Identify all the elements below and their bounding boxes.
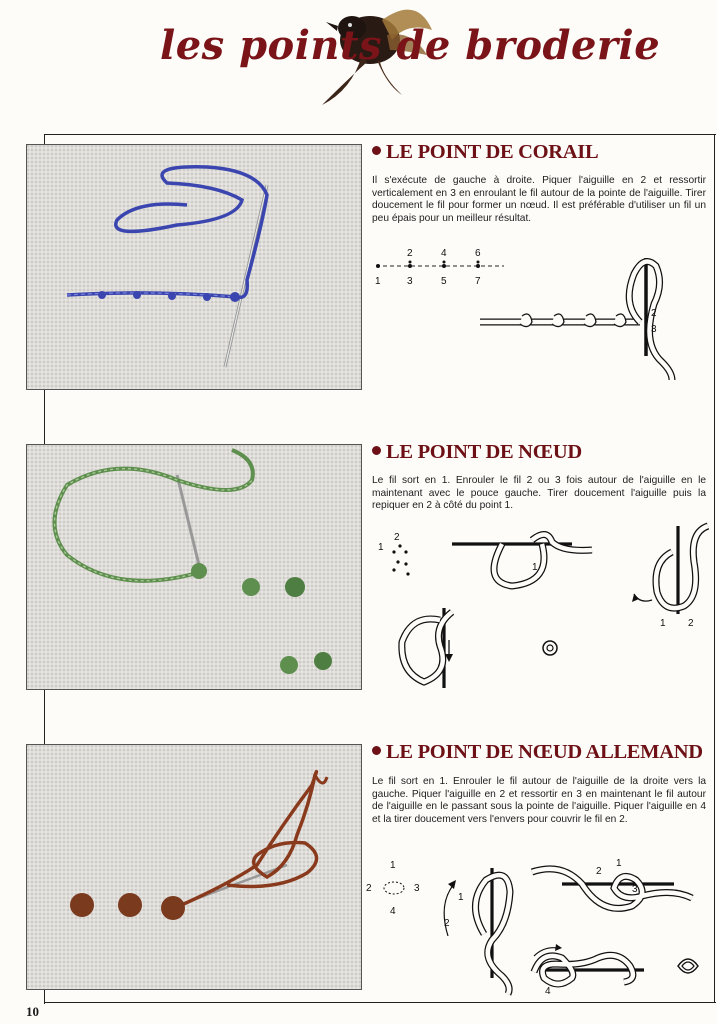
section-title-knot: LE POINT DE NŒUD — [372, 441, 582, 464]
label-4d: 4 — [545, 986, 551, 997]
label-6: 6 — [475, 248, 481, 259]
label-2c: 2 — [596, 866, 602, 877]
label-1: 1 — [378, 542, 384, 553]
page-number: 10 — [26, 1004, 39, 1019]
diagram-german-knot-stitch — [362, 854, 714, 998]
label-2: 2 — [407, 248, 413, 259]
diagram-knot-stitch — [372, 522, 712, 692]
photo-coral-stitch — [26, 144, 362, 390]
label-3: 3 — [414, 883, 420, 894]
label-7: 7 — [475, 276, 481, 287]
label-2c: 2 — [688, 618, 694, 629]
label-3: 3 — [407, 276, 413, 287]
bullet-icon — [372, 146, 381, 155]
label-1b: 1 — [532, 562, 538, 573]
section-desc-knot: Le fil sort en 1. Enrouler le fil 2 ou 3 fois autour de l'aiguille en le maintenant avec le pouce gauche. Tirer doucement l'aiguille puis la repiquer en 2 à côté du point 1. — [372, 475, 706, 512]
label-1c: 1 — [660, 618, 666, 629]
label-1: 1 — [375, 276, 381, 287]
bullet-icon — [372, 746, 381, 755]
label-1: 1 — [390, 860, 396, 871]
label-2: 2 — [366, 883, 372, 894]
section-desc-coral: Il s'exécute de gauche à droite. Piquer l'aiguille en 2 et ressortir verticalement en 3 en enroulant le fil autour de la pointe de l'aiguille. Tirer doucement le fil pour former un nœud. Il est préférable d'utiliser un fil un peu épais pour un meilleur résultat. — [372, 175, 706, 224]
label-1b: 1 — [458, 892, 464, 903]
frame-line-bottom — [44, 1002, 716, 1003]
section-desc-german-knot: Le fil sort en 1. Enrouler le fil autour de l'aiguille de la droite vers la gauche. Piquer l'aiguille en 2 et ressortir en 3 en maintenant le fil autour de l'aiguille en le passant sous la pointe de l'aiguille. Piquer l'aiguille en 4 et la tirer doucement vers l'envers pour couvrir le fil en 2. — [372, 776, 706, 825]
label-needle-3: 3 — [651, 324, 657, 335]
label-2: 2 — [394, 532, 400, 543]
frame-line-top — [44, 134, 716, 135]
page-title: les points de broderie — [160, 22, 661, 69]
label-1c: 1 — [616, 858, 622, 869]
label-2b: 2 — [444, 918, 450, 929]
section-title-german-knot: LE POINT DE NŒUD ALLEMAND — [372, 741, 703, 764]
label-3c: 3 — [632, 884, 638, 895]
label-4: 4 — [390, 906, 396, 917]
photo-knot-stitch — [26, 444, 362, 690]
section-title-coral: LE POINT DE CORAIL — [372, 141, 598, 164]
label-4: 4 — [441, 248, 447, 259]
bullet-icon — [372, 446, 381, 455]
diagram-coral-stitch — [372, 244, 712, 384]
label-needle-2: 2 — [651, 308, 657, 319]
label-5: 5 — [441, 276, 447, 287]
frame-line-right — [714, 134, 715, 1003]
photo-german-knot-stitch — [26, 744, 362, 990]
